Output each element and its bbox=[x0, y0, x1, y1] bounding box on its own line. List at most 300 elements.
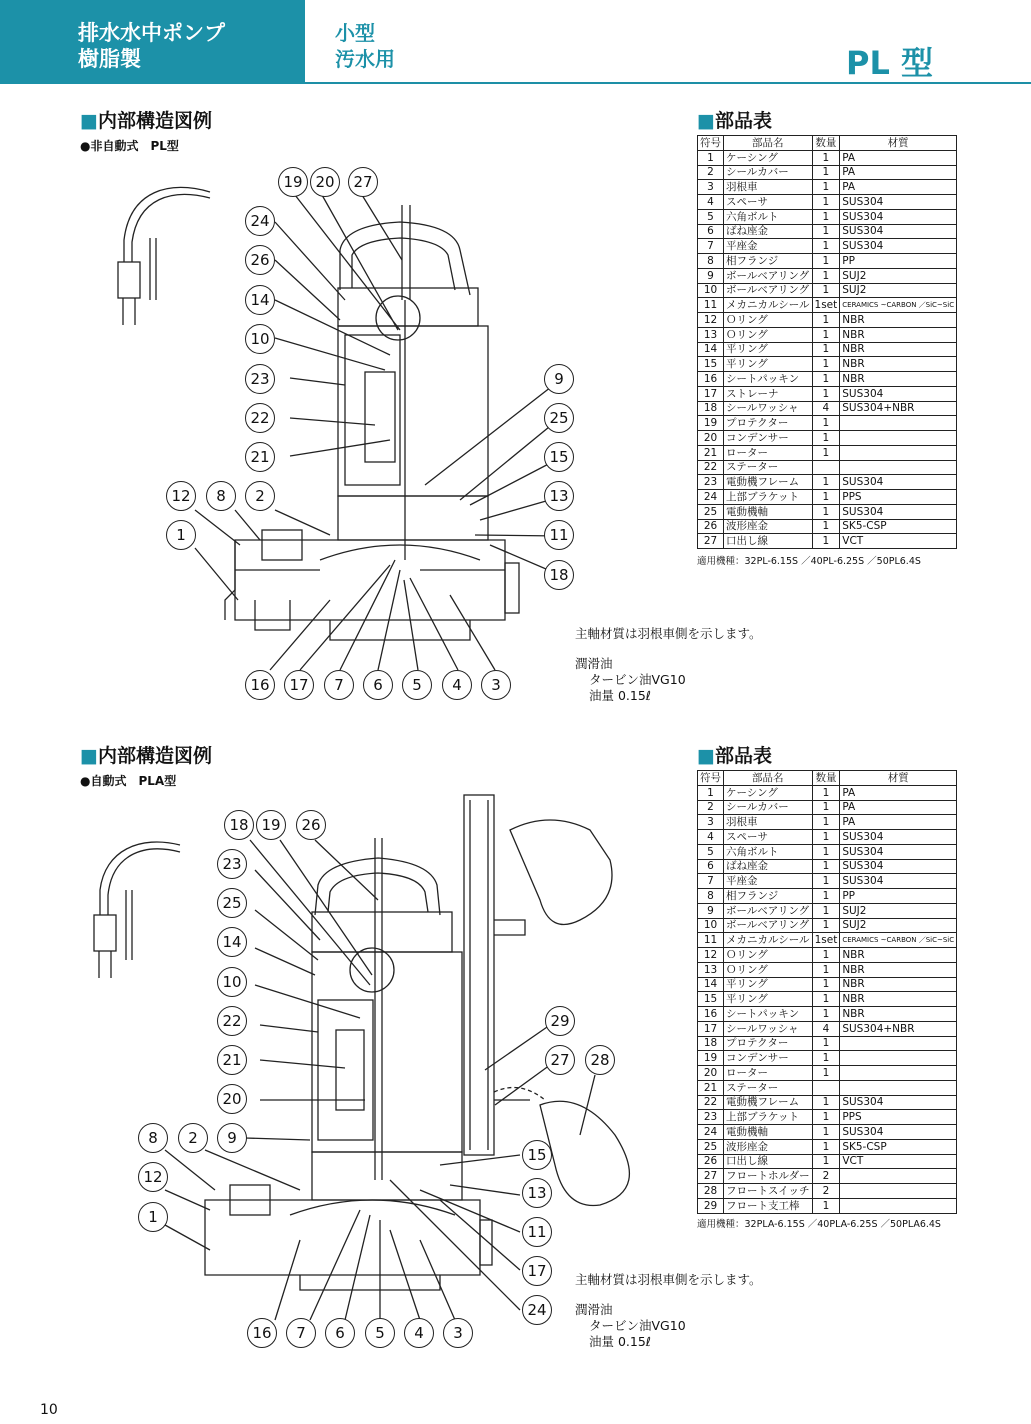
table-cell: ボールベアリング bbox=[724, 918, 813, 933]
callout-number: 29 bbox=[545, 1006, 575, 1036]
table-row bbox=[698, 977, 957, 992]
parts-table-pla bbox=[697, 770, 957, 1214]
table-row bbox=[698, 239, 957, 254]
section1-parts-title-text: 部品表 bbox=[714, 110, 772, 132]
table-row bbox=[698, 1139, 957, 1154]
table-cell: NBR bbox=[840, 327, 957, 342]
header-model: PL 型 bbox=[846, 44, 933, 82]
callout-number: 2 bbox=[245, 481, 275, 511]
table-cell: コンデンサー bbox=[724, 1051, 813, 1066]
table-cell: 9 bbox=[698, 268, 724, 283]
section2-title: ■内部構造図例 bbox=[80, 745, 212, 767]
table-cell: 7 bbox=[698, 239, 724, 254]
table-cell: 12 bbox=[698, 313, 724, 328]
callout-number: 6 bbox=[325, 1318, 355, 1348]
table-cell: 29 bbox=[698, 1198, 724, 1213]
table-cell: 5 bbox=[698, 209, 724, 224]
table-cell: ローター bbox=[724, 1066, 813, 1081]
callout-number: 27 bbox=[348, 167, 378, 197]
table-cell: スペーサ bbox=[724, 195, 813, 210]
section2-title-text: 内部構造図例 bbox=[97, 745, 212, 767]
table-cell: 14 bbox=[698, 342, 724, 357]
callout-number: 7 bbox=[324, 670, 354, 700]
table-cell: 3 bbox=[698, 815, 724, 830]
callout-number: 11 bbox=[522, 1217, 552, 1247]
callout-number: 15 bbox=[544, 442, 574, 472]
table-header-cell: 材質 bbox=[840, 136, 957, 151]
callout-number: 9 bbox=[544, 364, 574, 394]
table-cell: 24 bbox=[698, 490, 724, 505]
table-cell: ばね座金 bbox=[724, 224, 813, 239]
callout-number: 12 bbox=[138, 1162, 168, 1192]
parts-table-header bbox=[698, 771, 957, 786]
table-row bbox=[698, 1110, 957, 1125]
table-row bbox=[698, 342, 957, 357]
note-shaft-material: 主軸材質は羽根車側を示します。 bbox=[575, 626, 762, 641]
table-cell: 1 bbox=[812, 372, 840, 387]
table-row bbox=[698, 992, 957, 1007]
table-row bbox=[698, 401, 957, 416]
callout-number: 9 bbox=[217, 1123, 247, 1153]
table-row bbox=[698, 224, 957, 239]
callout-number: 22 bbox=[245, 403, 275, 433]
table-cell: 1 bbox=[812, 992, 840, 1007]
table-cell: 22 bbox=[698, 1095, 724, 1110]
table-cell: NBR bbox=[840, 992, 957, 1007]
table-cell: プロテクター bbox=[724, 416, 813, 431]
table-cell: 2 bbox=[698, 800, 724, 815]
table-cell: 6 bbox=[698, 224, 724, 239]
table-row bbox=[698, 1051, 957, 1066]
table-cell: 1 bbox=[812, 239, 840, 254]
table-cell: 1 bbox=[812, 195, 840, 210]
table-cell: PA bbox=[840, 800, 957, 815]
table-cell: 羽根車 bbox=[724, 815, 813, 830]
table-cell: 1 bbox=[812, 1051, 840, 1066]
table-cell bbox=[840, 1198, 957, 1213]
table-cell bbox=[812, 1080, 840, 1095]
table-row bbox=[698, 1080, 957, 1095]
table-cell: 27 bbox=[698, 1169, 724, 1184]
callout-number: 8 bbox=[138, 1123, 168, 1153]
callout-number: 1 bbox=[138, 1202, 168, 1232]
table-cell: 4 bbox=[812, 1021, 840, 1036]
table-cell: 羽根車 bbox=[724, 180, 813, 195]
table-cell: 26 bbox=[698, 1154, 724, 1169]
section2-notes bbox=[575, 1272, 762, 1350]
table-cell: 25 bbox=[698, 1139, 724, 1154]
table-row bbox=[698, 519, 957, 534]
table-cell: 1 bbox=[812, 1007, 840, 1022]
section2-applicable-models: 適用機種：32PLA-6.15S ／40PLA-6.25S ／50PLA6.4S bbox=[697, 1219, 941, 1230]
table-cell: 平座金 bbox=[724, 239, 813, 254]
table-cell: ボールベアリング bbox=[724, 903, 813, 918]
section1-applicable-models: 適用機種：32PL-6.15S ／40PL-6.25S ／50PL6.4S bbox=[697, 556, 921, 567]
note-lubricant-amount: 油量 0.15ℓ bbox=[589, 688, 651, 703]
callout-number: 8 bbox=[206, 481, 236, 511]
table-cell: SUS304 bbox=[840, 859, 957, 874]
table-cell: 平座金 bbox=[724, 874, 813, 889]
table-row bbox=[698, 268, 957, 283]
table-row bbox=[698, 800, 957, 815]
note-lubricant-type: タービン油VG10 bbox=[589, 672, 686, 687]
note-lubricant-amount: 油量 0.15ℓ bbox=[589, 1334, 651, 1349]
section2-parts-title-text: 部品表 bbox=[714, 745, 772, 767]
callout-number: 16 bbox=[247, 1318, 277, 1348]
table-cell: 1 bbox=[812, 254, 840, 269]
header-line2: 樹脂製 bbox=[78, 47, 141, 71]
table-row bbox=[698, 327, 957, 342]
callout-number: 1 bbox=[166, 520, 196, 550]
table-cell: VCT bbox=[840, 1154, 957, 1169]
callout-number: 16 bbox=[245, 670, 275, 700]
callout-number: 2 bbox=[178, 1123, 208, 1153]
table-cell: ボールベアリング bbox=[724, 283, 813, 298]
table-cell: 1 bbox=[812, 342, 840, 357]
section1-notes bbox=[575, 626, 762, 704]
table-cell: フロートスイッチ bbox=[724, 1184, 813, 1199]
callout-number: 10 bbox=[245, 324, 275, 354]
table-cell: ストレーナ bbox=[724, 386, 813, 401]
table-cell: 1 bbox=[812, 180, 840, 195]
table-cell: 20 bbox=[698, 1066, 724, 1081]
table-cell: PA bbox=[840, 815, 957, 830]
table-row bbox=[698, 874, 957, 889]
table-cell: 1 bbox=[812, 504, 840, 519]
table-row bbox=[698, 431, 957, 446]
table-cell: 1 bbox=[812, 490, 840, 505]
table-cell: SUS304 bbox=[840, 475, 957, 490]
table-cell: 口出し線 bbox=[724, 1154, 813, 1169]
table-cell: 1 bbox=[812, 903, 840, 918]
table-cell: 1 bbox=[812, 874, 840, 889]
table-cell bbox=[840, 1184, 957, 1199]
callout-number: 4 bbox=[404, 1318, 434, 1348]
table-row bbox=[698, 298, 957, 313]
table-cell: NBR bbox=[840, 962, 957, 977]
table-cell: 口出し線 bbox=[724, 534, 813, 549]
table-cell: 平リング bbox=[724, 357, 813, 372]
table-cell: NBR bbox=[840, 1007, 957, 1022]
table-cell: SUJ2 bbox=[840, 903, 957, 918]
table-row bbox=[698, 195, 957, 210]
table-cell: 19 bbox=[698, 416, 724, 431]
table-row bbox=[698, 1021, 957, 1036]
table-cell: PPS bbox=[840, 1110, 957, 1125]
table-cell: PPS bbox=[840, 490, 957, 505]
table-cell: 1 bbox=[812, 1110, 840, 1125]
table-cell: メカニカルシール bbox=[724, 298, 813, 313]
table-cell: 1 bbox=[812, 416, 840, 431]
table-cell: 19 bbox=[698, 1051, 724, 1066]
table-cell: SUS304+NBR bbox=[840, 401, 957, 416]
table-cell: PA bbox=[840, 785, 957, 800]
table-row bbox=[698, 534, 957, 549]
table-cell: NBR bbox=[840, 977, 957, 992]
table-row bbox=[698, 313, 957, 328]
table-row bbox=[698, 918, 957, 933]
table-row bbox=[698, 386, 957, 401]
table-cell: 15 bbox=[698, 992, 724, 1007]
table-cell: PP bbox=[840, 254, 957, 269]
table-cell: 波形座金 bbox=[724, 1139, 813, 1154]
table-row bbox=[698, 165, 957, 180]
table-cell: 1 bbox=[812, 209, 840, 224]
table-cell: 11 bbox=[698, 933, 724, 948]
table-cell: 2 bbox=[812, 1169, 840, 1184]
table-row bbox=[698, 180, 957, 195]
table-cell: 1 bbox=[812, 150, 840, 165]
table-cell: ケーシング bbox=[724, 785, 813, 800]
table-cell: 11 bbox=[698, 298, 724, 313]
table-cell bbox=[840, 1036, 957, 1051]
table-cell: 4 bbox=[812, 401, 840, 416]
table-cell: 1 bbox=[812, 962, 840, 977]
table-row bbox=[698, 785, 957, 800]
note-shaft-material: 主軸材質は羽根車側を示します。 bbox=[575, 1272, 762, 1287]
table-cell: 1 bbox=[698, 150, 724, 165]
table-cell: SUS304 bbox=[840, 1095, 957, 1110]
table-cell: コンデンサー bbox=[724, 431, 813, 446]
table-cell: 1 bbox=[812, 519, 840, 534]
callout-number: 18 bbox=[224, 810, 254, 840]
table-cell: シールカバー bbox=[724, 800, 813, 815]
table-cell: Ｏリング bbox=[724, 948, 813, 963]
table-cell: CERAMICS ~CARBON ／SiC~SiC bbox=[840, 298, 957, 313]
table-cell: 1 bbox=[812, 1154, 840, 1169]
table-cell: 20 bbox=[698, 431, 724, 446]
table-header-cell: 部品名 bbox=[724, 771, 813, 786]
table-row bbox=[698, 844, 957, 859]
table-cell: NBR bbox=[840, 948, 957, 963]
callout-number: 18 bbox=[544, 560, 574, 590]
table-cell: 9 bbox=[698, 903, 724, 918]
table-cell: 1set bbox=[812, 298, 840, 313]
table-header-cell: 数量 bbox=[812, 136, 840, 151]
callout-number: 24 bbox=[245, 206, 275, 236]
table-cell: 上部ブラケット bbox=[724, 490, 813, 505]
table-row bbox=[698, 962, 957, 977]
table-row bbox=[698, 1066, 957, 1081]
table-cell: PA bbox=[840, 150, 957, 165]
table-cell bbox=[840, 445, 957, 460]
table-row bbox=[698, 948, 957, 963]
table-cell: シールワッシャ bbox=[724, 401, 813, 416]
table-cell: ボールベアリング bbox=[724, 268, 813, 283]
table-header-cell: 数量 bbox=[812, 771, 840, 786]
callout-number: 14 bbox=[245, 285, 275, 315]
table-cell: 平リング bbox=[724, 992, 813, 1007]
table-row bbox=[698, 1007, 957, 1022]
table-cell: 1 bbox=[812, 844, 840, 859]
table-cell: 15 bbox=[698, 357, 724, 372]
callout-number: 19 bbox=[256, 810, 286, 840]
section1-parts-title: ■部品表 bbox=[697, 110, 772, 132]
table-cell bbox=[840, 431, 957, 446]
table-cell: 8 bbox=[698, 254, 724, 269]
table-row bbox=[698, 445, 957, 460]
table-row bbox=[698, 1154, 957, 1169]
callout-number: 28 bbox=[585, 1045, 615, 1075]
table-cell: 相フランジ bbox=[724, 254, 813, 269]
table-cell: プロテクター bbox=[724, 1036, 813, 1051]
table-cell: ステーター bbox=[724, 1080, 813, 1095]
table-cell: 相フランジ bbox=[724, 889, 813, 904]
callout-number: 10 bbox=[217, 967, 247, 997]
table-cell bbox=[840, 460, 957, 475]
table-row bbox=[698, 815, 957, 830]
table-row bbox=[698, 1125, 957, 1140]
table-cell: 26 bbox=[698, 519, 724, 534]
table-cell: SUS304 bbox=[840, 239, 957, 254]
callout-number: 25 bbox=[217, 888, 247, 918]
table-cell bbox=[812, 460, 840, 475]
parts-table-pl bbox=[697, 135, 957, 549]
table-cell: 電動機軸 bbox=[724, 504, 813, 519]
table-cell: 1 bbox=[812, 224, 840, 239]
table-cell: 電動機フレーム bbox=[724, 1095, 813, 1110]
table-cell: Ｏリング bbox=[724, 962, 813, 977]
table-cell: NBR bbox=[840, 313, 957, 328]
callout-number: 17 bbox=[284, 670, 314, 700]
header-mid2: 汚水用 bbox=[335, 47, 395, 71]
table-cell: 4 bbox=[698, 195, 724, 210]
table-cell: 1 bbox=[812, 1095, 840, 1110]
callout-number: 3 bbox=[481, 670, 511, 700]
callout-number: 26 bbox=[296, 810, 326, 840]
callout-number: 11 bbox=[544, 520, 574, 550]
table-cell: 上部ブラケット bbox=[724, 1110, 813, 1125]
table-cell: 27 bbox=[698, 534, 724, 549]
table-cell: 1 bbox=[812, 1036, 840, 1051]
table-cell: SUS304 bbox=[840, 1125, 957, 1140]
pump-drawing-pl bbox=[118, 187, 560, 670]
table-cell: 1 bbox=[812, 1139, 840, 1154]
table-cell: 6 bbox=[698, 859, 724, 874]
table-cell: 16 bbox=[698, 372, 724, 387]
table-cell: 波形座金 bbox=[724, 519, 813, 534]
table-cell: SK5-CSP bbox=[840, 1139, 957, 1154]
table-row bbox=[698, 1169, 957, 1184]
table-cell: 17 bbox=[698, 1021, 724, 1036]
table-cell: 1 bbox=[812, 1066, 840, 1081]
callout-number: 4 bbox=[442, 670, 472, 700]
callout-number: 21 bbox=[245, 442, 275, 472]
table-cell: シールワッシャ bbox=[724, 1021, 813, 1036]
callout-number: 22 bbox=[217, 1006, 247, 1036]
table-cell: SUJ2 bbox=[840, 268, 957, 283]
table-row bbox=[698, 889, 957, 904]
table-cell: 1set bbox=[812, 933, 840, 948]
section2-subtitle: ●自動式 PLA型 bbox=[80, 774, 177, 788]
callout-number: 13 bbox=[544, 481, 574, 511]
table-cell: PP bbox=[840, 889, 957, 904]
table-cell: 1 bbox=[812, 918, 840, 933]
table-cell: 28 bbox=[698, 1184, 724, 1199]
table-cell: SUS304 bbox=[840, 386, 957, 401]
callout-number: 14 bbox=[217, 927, 247, 957]
table-cell: 1 bbox=[812, 327, 840, 342]
section1-title: ■内部構造図例 bbox=[80, 110, 212, 132]
table-cell bbox=[840, 1066, 957, 1081]
table-row bbox=[698, 1198, 957, 1213]
table-cell: VCT bbox=[840, 534, 957, 549]
table-row bbox=[698, 859, 957, 874]
callout-number: 15 bbox=[522, 1140, 552, 1170]
table-cell: シートパッキン bbox=[724, 1007, 813, 1022]
table-cell: 10 bbox=[698, 283, 724, 298]
table-cell: 25 bbox=[698, 504, 724, 519]
table-cell: 24 bbox=[698, 1125, 724, 1140]
callout-number: 5 bbox=[365, 1318, 395, 1348]
note-lubricant: 潤滑油 bbox=[575, 656, 613, 671]
callout-number: 13 bbox=[522, 1178, 552, 1208]
table-cell: ケーシング bbox=[724, 150, 813, 165]
callout-number: 20 bbox=[217, 1084, 247, 1114]
table-cell: 2 bbox=[812, 1184, 840, 1199]
table-cell: ステーター bbox=[724, 460, 813, 475]
table-row bbox=[698, 372, 957, 387]
table-cell: 18 bbox=[698, 401, 724, 416]
table-cell: 2 bbox=[698, 165, 724, 180]
table-cell: 電動機軸 bbox=[724, 1125, 813, 1140]
table-row bbox=[698, 209, 957, 224]
table-cell: 21 bbox=[698, 445, 724, 460]
table-cell: 12 bbox=[698, 948, 724, 963]
table-cell: SUS304 bbox=[840, 830, 957, 845]
table-cell: 六角ボルト bbox=[724, 844, 813, 859]
header-line1: 排水水中ポンプ bbox=[78, 21, 225, 45]
table-row bbox=[698, 475, 957, 490]
callout-number: 12 bbox=[166, 481, 196, 511]
section2-parts-title: ■部品表 bbox=[697, 745, 772, 767]
table-cell: 1 bbox=[812, 1198, 840, 1213]
table-cell: フロートホルダー bbox=[724, 1169, 813, 1184]
table-cell: 7 bbox=[698, 874, 724, 889]
table-cell: 22 bbox=[698, 460, 724, 475]
table-cell: 1 bbox=[812, 785, 840, 800]
table-cell: 1 bbox=[812, 445, 840, 460]
callout-number: 6 bbox=[363, 670, 393, 700]
table-cell: 8 bbox=[698, 889, 724, 904]
table-cell bbox=[840, 1169, 957, 1184]
callout-number: 23 bbox=[245, 364, 275, 394]
table-cell: SUS304 bbox=[840, 504, 957, 519]
callout-number: 25 bbox=[544, 403, 574, 433]
table-cell: 17 bbox=[698, 386, 724, 401]
table-header-cell: 符号 bbox=[698, 136, 724, 151]
table-row bbox=[698, 357, 957, 372]
table-cell: SUJ2 bbox=[840, 283, 957, 298]
table-row bbox=[698, 903, 957, 918]
table-header-cell: 部品名 bbox=[724, 136, 813, 151]
callout-number: 21 bbox=[217, 1045, 247, 1075]
table-cell: 電動機フレーム bbox=[724, 475, 813, 490]
table-cell: 1 bbox=[812, 859, 840, 874]
table-cell: 13 bbox=[698, 962, 724, 977]
table-cell: NBR bbox=[840, 372, 957, 387]
table-cell: SK5-CSP bbox=[840, 519, 957, 534]
table-cell: 1 bbox=[812, 431, 840, 446]
table-cell: Ｏリング bbox=[724, 313, 813, 328]
table-row bbox=[698, 490, 957, 505]
table-row bbox=[698, 1036, 957, 1051]
callout-number: 5 bbox=[402, 670, 432, 700]
table-cell: SUS304 bbox=[840, 844, 957, 859]
header-mid1: 小型 bbox=[335, 21, 375, 45]
table-cell: ばね座金 bbox=[724, 859, 813, 874]
table-cell: 六角ボルト bbox=[724, 209, 813, 224]
